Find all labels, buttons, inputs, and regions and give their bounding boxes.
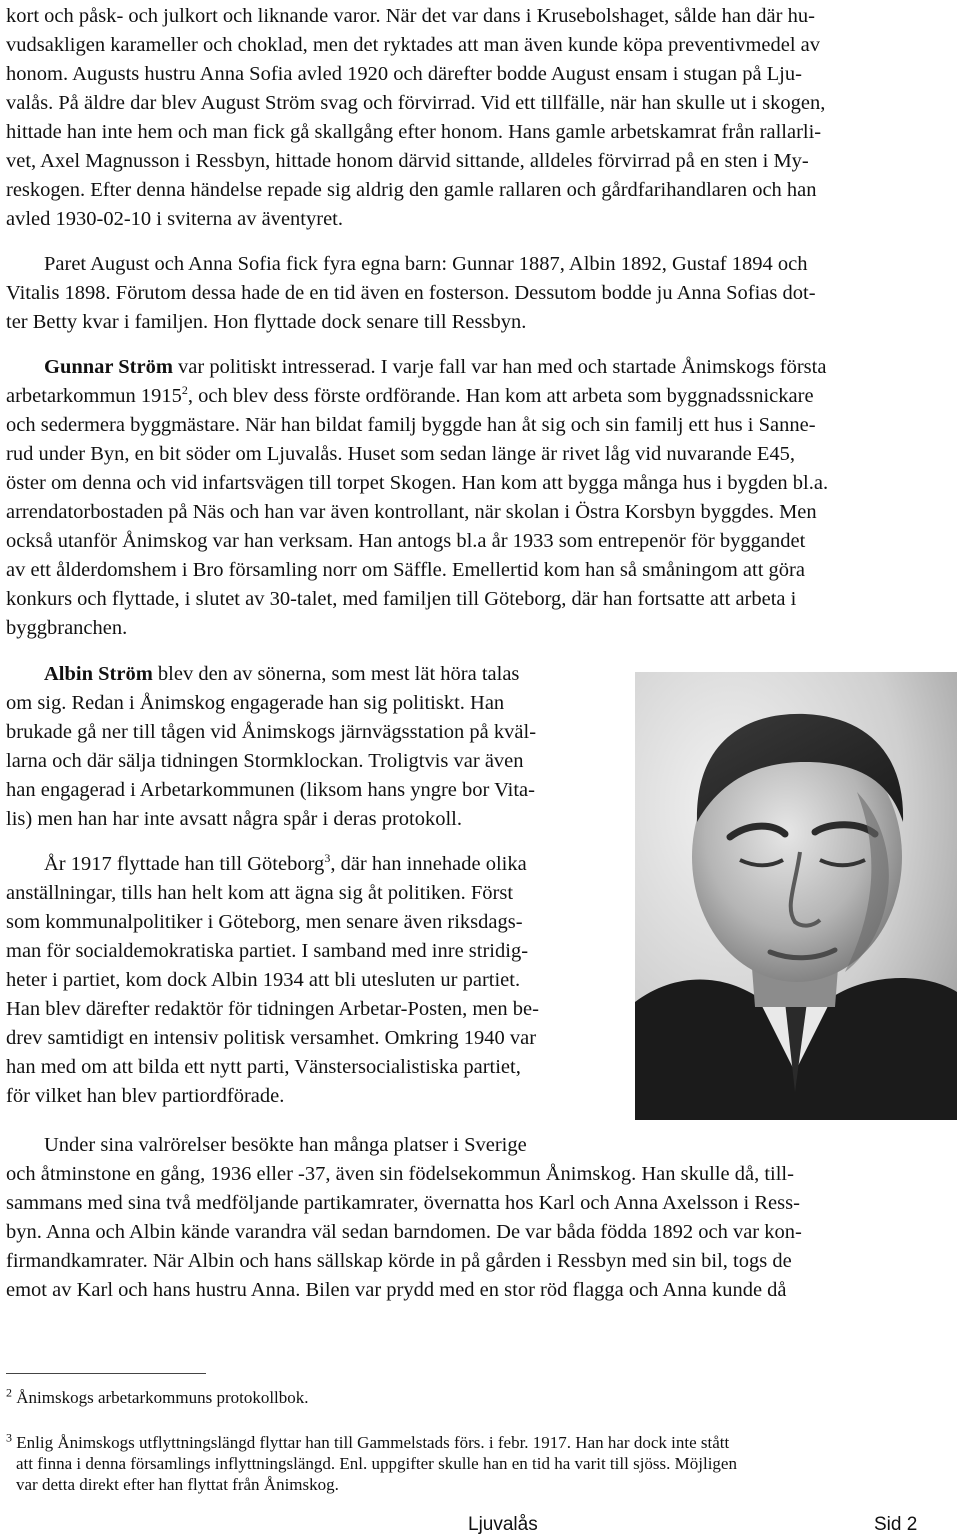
text-span: blev den av sönerna, som mest lät höra talas <box>152 663 520 685</box>
text-line: kort och påsk- och julkort och liknande varor. När det var dans i Krusebolshaget, sålde han där hu- <box>6 5 815 27</box>
footnote-text: Enlig Ånimskogs utflyttningslängd flyttar han till Gammelstads förs. i febr. 1917. Han har dock inte stått <box>16 1433 730 1452</box>
text-line: arrendatorbostaden på Näs och han var även kontrollant, när skolan i Östra Korsbyn byggdes. Men <box>6 501 817 523</box>
person-name-gunnar: Gunnar Ström <box>44 356 173 378</box>
text-span: var politiskt intresserad. I varje fall var han med och startade Ånimskogs första <box>172 356 827 378</box>
text-line: brukade gå ner till tågen vid Ånimskogs järnvägsstation på kväl- <box>6 721 537 743</box>
text-line: anställningar, tills han helt kom att ägna sig åt politiken. Först <box>6 882 514 904</box>
text-line: om sig. Redan i Ånimskog engagerade han sig politiskt. Han <box>6 692 505 714</box>
text-line: som kommunalpolitiker i Göteborg, men senare även riksdags- <box>6 911 523 933</box>
text-line: Vitalis 1898. Förutom dessa hade de en tid även en fosterson. Dessutom bodde ju Anna Sofias dot- <box>6 282 816 304</box>
text-span: År 1917 flyttade han till Göteborg <box>44 853 325 875</box>
footnote-ref-3: 3 <box>324 851 331 866</box>
text-line: Han blev därefter redaktör för tidningen Arbetar-Posten, men be- <box>6 998 539 1020</box>
text-line: larna och där sälja tidningen Stormklockan. Troligtvis var även <box>6 750 524 772</box>
text-span: arbetarkommun 1915 <box>6 385 182 407</box>
text-line: valås. På äldre dar blev August Ström svag och förvirrad. Vid ett tillfälle, när han skulle ut i skogen, <box>6 92 826 114</box>
text-line: byn. Anna och Albin kände varandra väl sedan barndomen. De var båda födda 1892 och var kon- <box>6 1221 802 1243</box>
text-line: vet, Axel Magnusson i Ressbyn, hittade honom därvid sittande, alldeles förvirrad på en sten i My- <box>6 150 809 172</box>
text-line: han engagerad i Arbetarkommunen (liksom hans yngre bor Vita- <box>6 779 535 801</box>
footnote-mark: 2 <box>6 1385 12 1400</box>
text-line: av ett ålderdomshem i Bro församling norr om Säffle. Emellertid kom han så småningom att göra <box>6 559 805 581</box>
text-line: för vilket han blev partiordförade. <box>6 1085 285 1107</box>
text-line: sammans med sina två medföljande partikamrater, övernatta hos Karl och Anna Axelsson i Ress- <box>6 1192 800 1214</box>
text-line: reskogen. Efter denna händelse repade sig aldrig den gamle rallaren och gårdfarihandlaren och han <box>6 179 817 201</box>
text-line: konkurs och flyttade, i slutet av 30-talet, med familjen till Göteborg, där han fortsatte att arbeta i <box>6 588 797 610</box>
text-line: Paret August och Anna Sofia fick fyra egna barn: Gunnar 1887, Albin 1892, Gustaf 1894 och <box>44 253 808 275</box>
text-line: rud under Byn, en bit söder om Ljuvalås. Huset som sedan länge är rivet låg vid nuvarande E45, <box>6 443 796 465</box>
portrait-photo-icon <box>635 672 957 1120</box>
text-line <box>44 850 527 879</box>
text-span: , där han innehade olika <box>330 853 527 875</box>
text-line <box>44 660 519 689</box>
text-line: firmandkamrater. När Albin och hans sällskap körde in på gården i Ressbyn med sin bil, togs de <box>6 1250 792 1272</box>
text-line: drev samtidigt en intensiv politisk versamhet. Omkring 1940 var <box>6 1027 537 1049</box>
text-line: honom. Augusts hustru Anna Sofia avled 1920 och därefter bodde August ensam i stugan på Lju- <box>6 63 802 85</box>
footnote-text: var detta direkt efter han flyttat från Ånimskog. <box>16 1475 339 1494</box>
text-span: , och blev dess förste ordförande. Han kom att arbeta som byggnadssnickare <box>187 385 814 407</box>
text-line: vudsakligen karameller och choklad, men det ryktades att man även kunde köpa preventivmedel av <box>6 34 821 56</box>
text-line: emot av Karl och hans hustru Anna. Bilen var prydd med en stor röd flagga och Anna kunde då <box>6 1279 787 1301</box>
portrait-photo <box>635 672 957 1120</box>
text-line: öster om denna och vid infartsvägen till torpet Skogen. Han kom att bygga många hus i bygden bl.a. <box>6 472 829 494</box>
text-line: heter i partiet, kom dock Albin 1934 att bli utesluten ur partiet. <box>6 969 521 991</box>
footer-place: Ljuvalås <box>468 1514 538 1535</box>
text-line: Under sina valrörelser besökte han många platser i Sverige <box>44 1134 527 1156</box>
footnote-3 <box>6 1430 730 1453</box>
footnote-text: att finna i denna församlings inflyttningslängd. Enl. uppgifter skulle han en tid ha varit till sjöss. Möjligen <box>16 1454 737 1473</box>
text-line <box>6 382 814 411</box>
footnote-2 <box>6 1385 309 1408</box>
text-line: man för socialdemokratiska partiet. I samband med inre stridig- <box>6 940 529 962</box>
footnote-ref-2: 2 <box>181 383 188 398</box>
footnote-separator <box>6 1373 206 1374</box>
text-line: lis) men han har inte avsatt några spår i deras protokoll. <box>6 808 462 830</box>
page-number: Sid 2 <box>874 1514 918 1535</box>
footnote-text: Ånimskogs arbetarkommuns protokollbok. <box>16 1388 309 1407</box>
text-line: byggbranchen. <box>6 617 128 639</box>
text-line: han med om att bilda ett nytt parti, Vänstersocialistiska partiet, <box>6 1056 521 1078</box>
text-line: avled 1930-02-10 i sviterna av äventyret. <box>6 208 343 230</box>
text-line: och åtminstone en gång, 1936 eller -37, även sin födelsekommun Ånimskog. Han skulle då, till- <box>6 1163 794 1185</box>
person-name-albin: Albin Ström <box>44 663 153 685</box>
text-line: också utanför Ånimskog var han verksam. Han antogs bl.a år 1933 som entrepenör för byggandet <box>6 530 806 552</box>
footnote-mark: 3 <box>6 1430 12 1445</box>
text-line: hittade han inte hem och man fick gå skallgång efter honom. Hans gamle arbetskamrat från rallarli- <box>6 121 822 143</box>
text-line: och sedermera byggmästare. När han bildat familj byggde han åt sig och sin familj ett hus i Sanne- <box>6 414 816 436</box>
text-line <box>44 353 826 382</box>
text-line: ter Betty kvar i familjen. Hon flyttade dock senare till Ressbyn. <box>6 311 527 333</box>
